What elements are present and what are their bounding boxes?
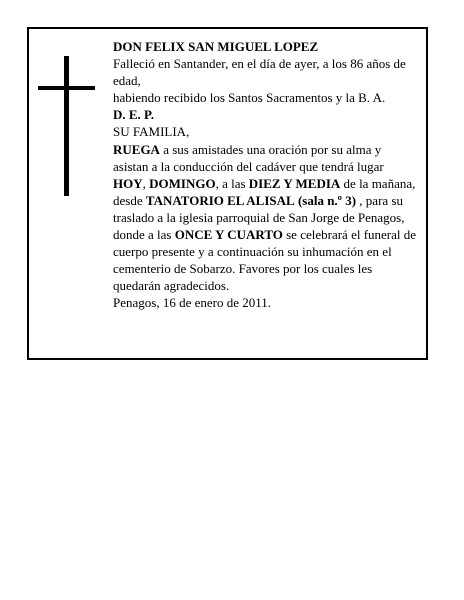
paragraph-text-2: , a las [215, 175, 249, 191]
notice-text [113, 38, 419, 312]
second-time: ONCE Y CUARTO [174, 227, 283, 243]
domingo-word: DOMINGO [149, 175, 216, 191]
place-date: Penagos, 16 de enero de 2011. [113, 295, 272, 311]
sacraments-line: habiendo recibido los Santos Sacramentos y la B. A. [113, 90, 386, 106]
hoy-word: HOY [113, 175, 143, 191]
paragraph-text-1: a sus amistades una oración por su alma y asistan a la conducción del cadáver que tendrá lugar [113, 141, 384, 174]
paragraph-separator-1: , [142, 175, 150, 191]
paragraph-text-4: , para su traslado a la iglesia parroquial de San Jorge de Penagos, donde a las [113, 192, 405, 243]
funeral-paragraph [113, 141, 419, 295]
cross-vertical-bar [64, 56, 69, 196]
paragraph-text-3: de la mañana, desde [113, 175, 416, 208]
death-line: Falleció en Santander, en el día de ayer, a los 86 años de edad, [113, 56, 406, 89]
first-time: DIEZ Y MEDIA [248, 175, 341, 191]
room-number: (sala n.º 3) [297, 192, 357, 208]
rip-line: D. E. P. [113, 107, 155, 123]
paragraph-text-5: se celebrará el funeral de cuerpo presente y a continuación su inhumación en el cementerio de Sobarzo. Favores por los cuales les quedarán agradecidos. [113, 227, 417, 294]
ruega-word: RUEGA [113, 141, 160, 157]
deceased-name: DON FELIX SAN MIGUEL LOPEZ [113, 39, 319, 54]
family-line: SU FAMILIA, [113, 124, 190, 140]
cross-horizontal-bar [38, 86, 95, 90]
tanatorio-name: TANATORIO EL ALISAL [145, 192, 295, 208]
